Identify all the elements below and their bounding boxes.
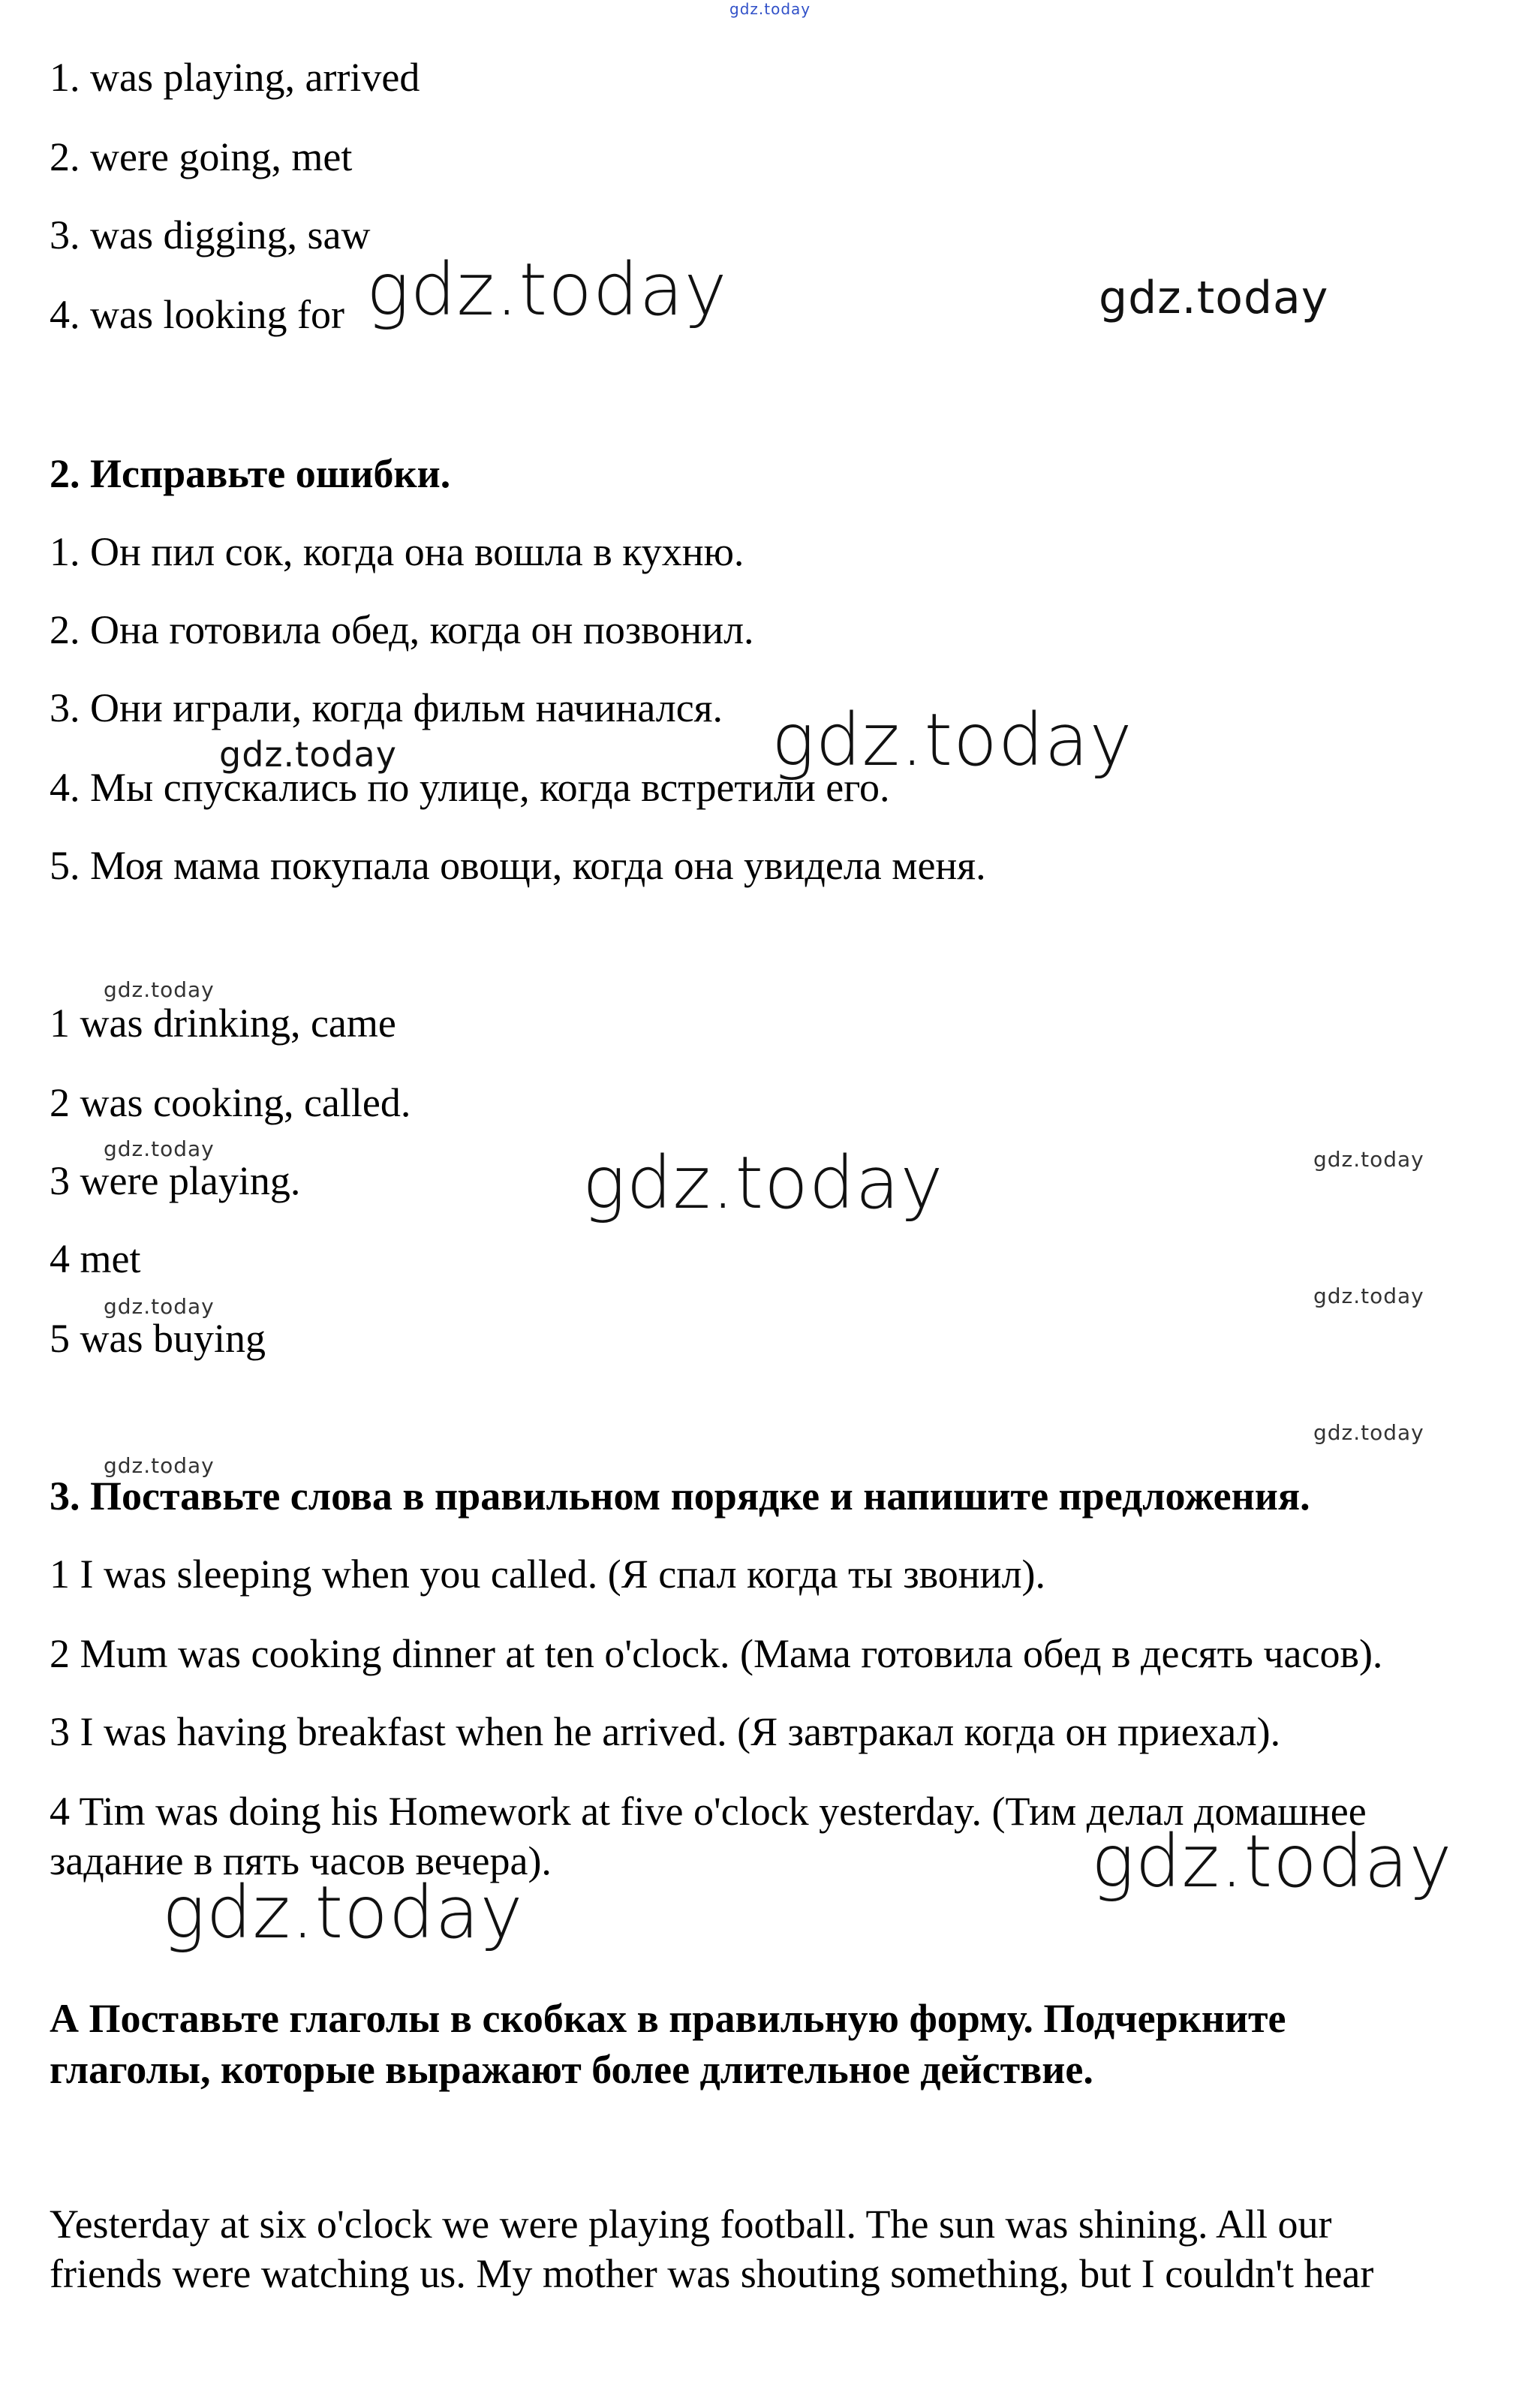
answer-line: 4. was looking for [50,292,344,337]
paragraph-line: friends were watching us. My mother was shouting something, but I couldn't hear [50,2251,1374,2296]
answer-line: 3 were playing. [50,1158,301,1203]
watermark: gdz.today [1313,1147,1424,1172]
sentence-line: 1 I was sleeping when you called. (Я спал когда ты звонил). [50,1552,1046,1597]
answer-line: 4 met [50,1236,141,1281]
sentence-line: 2. Она готовила обед, когда он позвонил. [50,607,754,652]
answer-line: 1 was drinking, came [50,1001,396,1046]
sentence-line: 4 Tim was doing his Homework at five o'clock yesterday. (Тим делал домашнее [50,1789,1367,1834]
section-heading: 2. Исправьте ошибки. [50,451,451,496]
section-heading: глаголы, которые выражают более длительное действие. [50,2047,1093,2092]
watermark: gdz.today [104,1453,215,1478]
answer-line: 5 was buying [50,1316,266,1361]
watermark: gdz.today [1091,1820,1453,1904]
sentence-line: 4. Мы спускались по улице, когда встретили его. [50,765,890,810]
answer-line: 2 was cooking, called. [50,1080,411,1125]
watermark: gdz.today [1099,272,1329,324]
answer-line: 1. was playing, arrived [50,55,420,100]
watermark: gdz.today [104,977,215,1002]
watermark: gdz.today [104,1294,215,1319]
paragraph-line: Yesterday at six o'clock we were playing football. The sun was shining. All our [50,2202,1332,2247]
watermark: gdz.today [1313,1420,1424,1445]
sentence-line: 5. Моя мама покупала овощи, когда она увидела меня. [50,843,986,888]
watermark: gdz.today [104,1136,215,1161]
section-heading: 3. Поставьте слова в правильном порядке и напишите предложения. [50,1473,1310,1519]
sentence-line: 2 Mum was cooking dinner at ten o'clock. (Мама готовила обед в десять часов). [50,1631,1383,1676]
watermark-top: gdz.today [729,0,811,18]
watermark: gdz.today [772,698,1133,782]
sentence-line: 3. Они играли, когда фильм начинался. [50,685,723,730]
watermark: gdz.today [162,1871,524,1955]
watermark: gdz.today [582,1141,944,1225]
sentence-line: 1. Он пил сок, когда она вошла в кухню. [50,529,744,574]
watermark: gdz.today [366,248,728,332]
watermark: gdz.today [1313,1284,1424,1308]
watermark: gdz.today [219,734,397,775]
answer-line: 2. were going, met [50,134,353,179]
answer-line: 3. was digging, saw [50,212,371,257]
sentence-line: задание в пять часов вечера). [50,1838,552,1883]
sentence-line: 3 I was having breakfast when he arrived. (Я завтракал когда он приехал). [50,1709,1281,1754]
section-heading: А Поставьте глаголы в скобках в правильную форму. Подчеркните [50,1996,1286,2041]
